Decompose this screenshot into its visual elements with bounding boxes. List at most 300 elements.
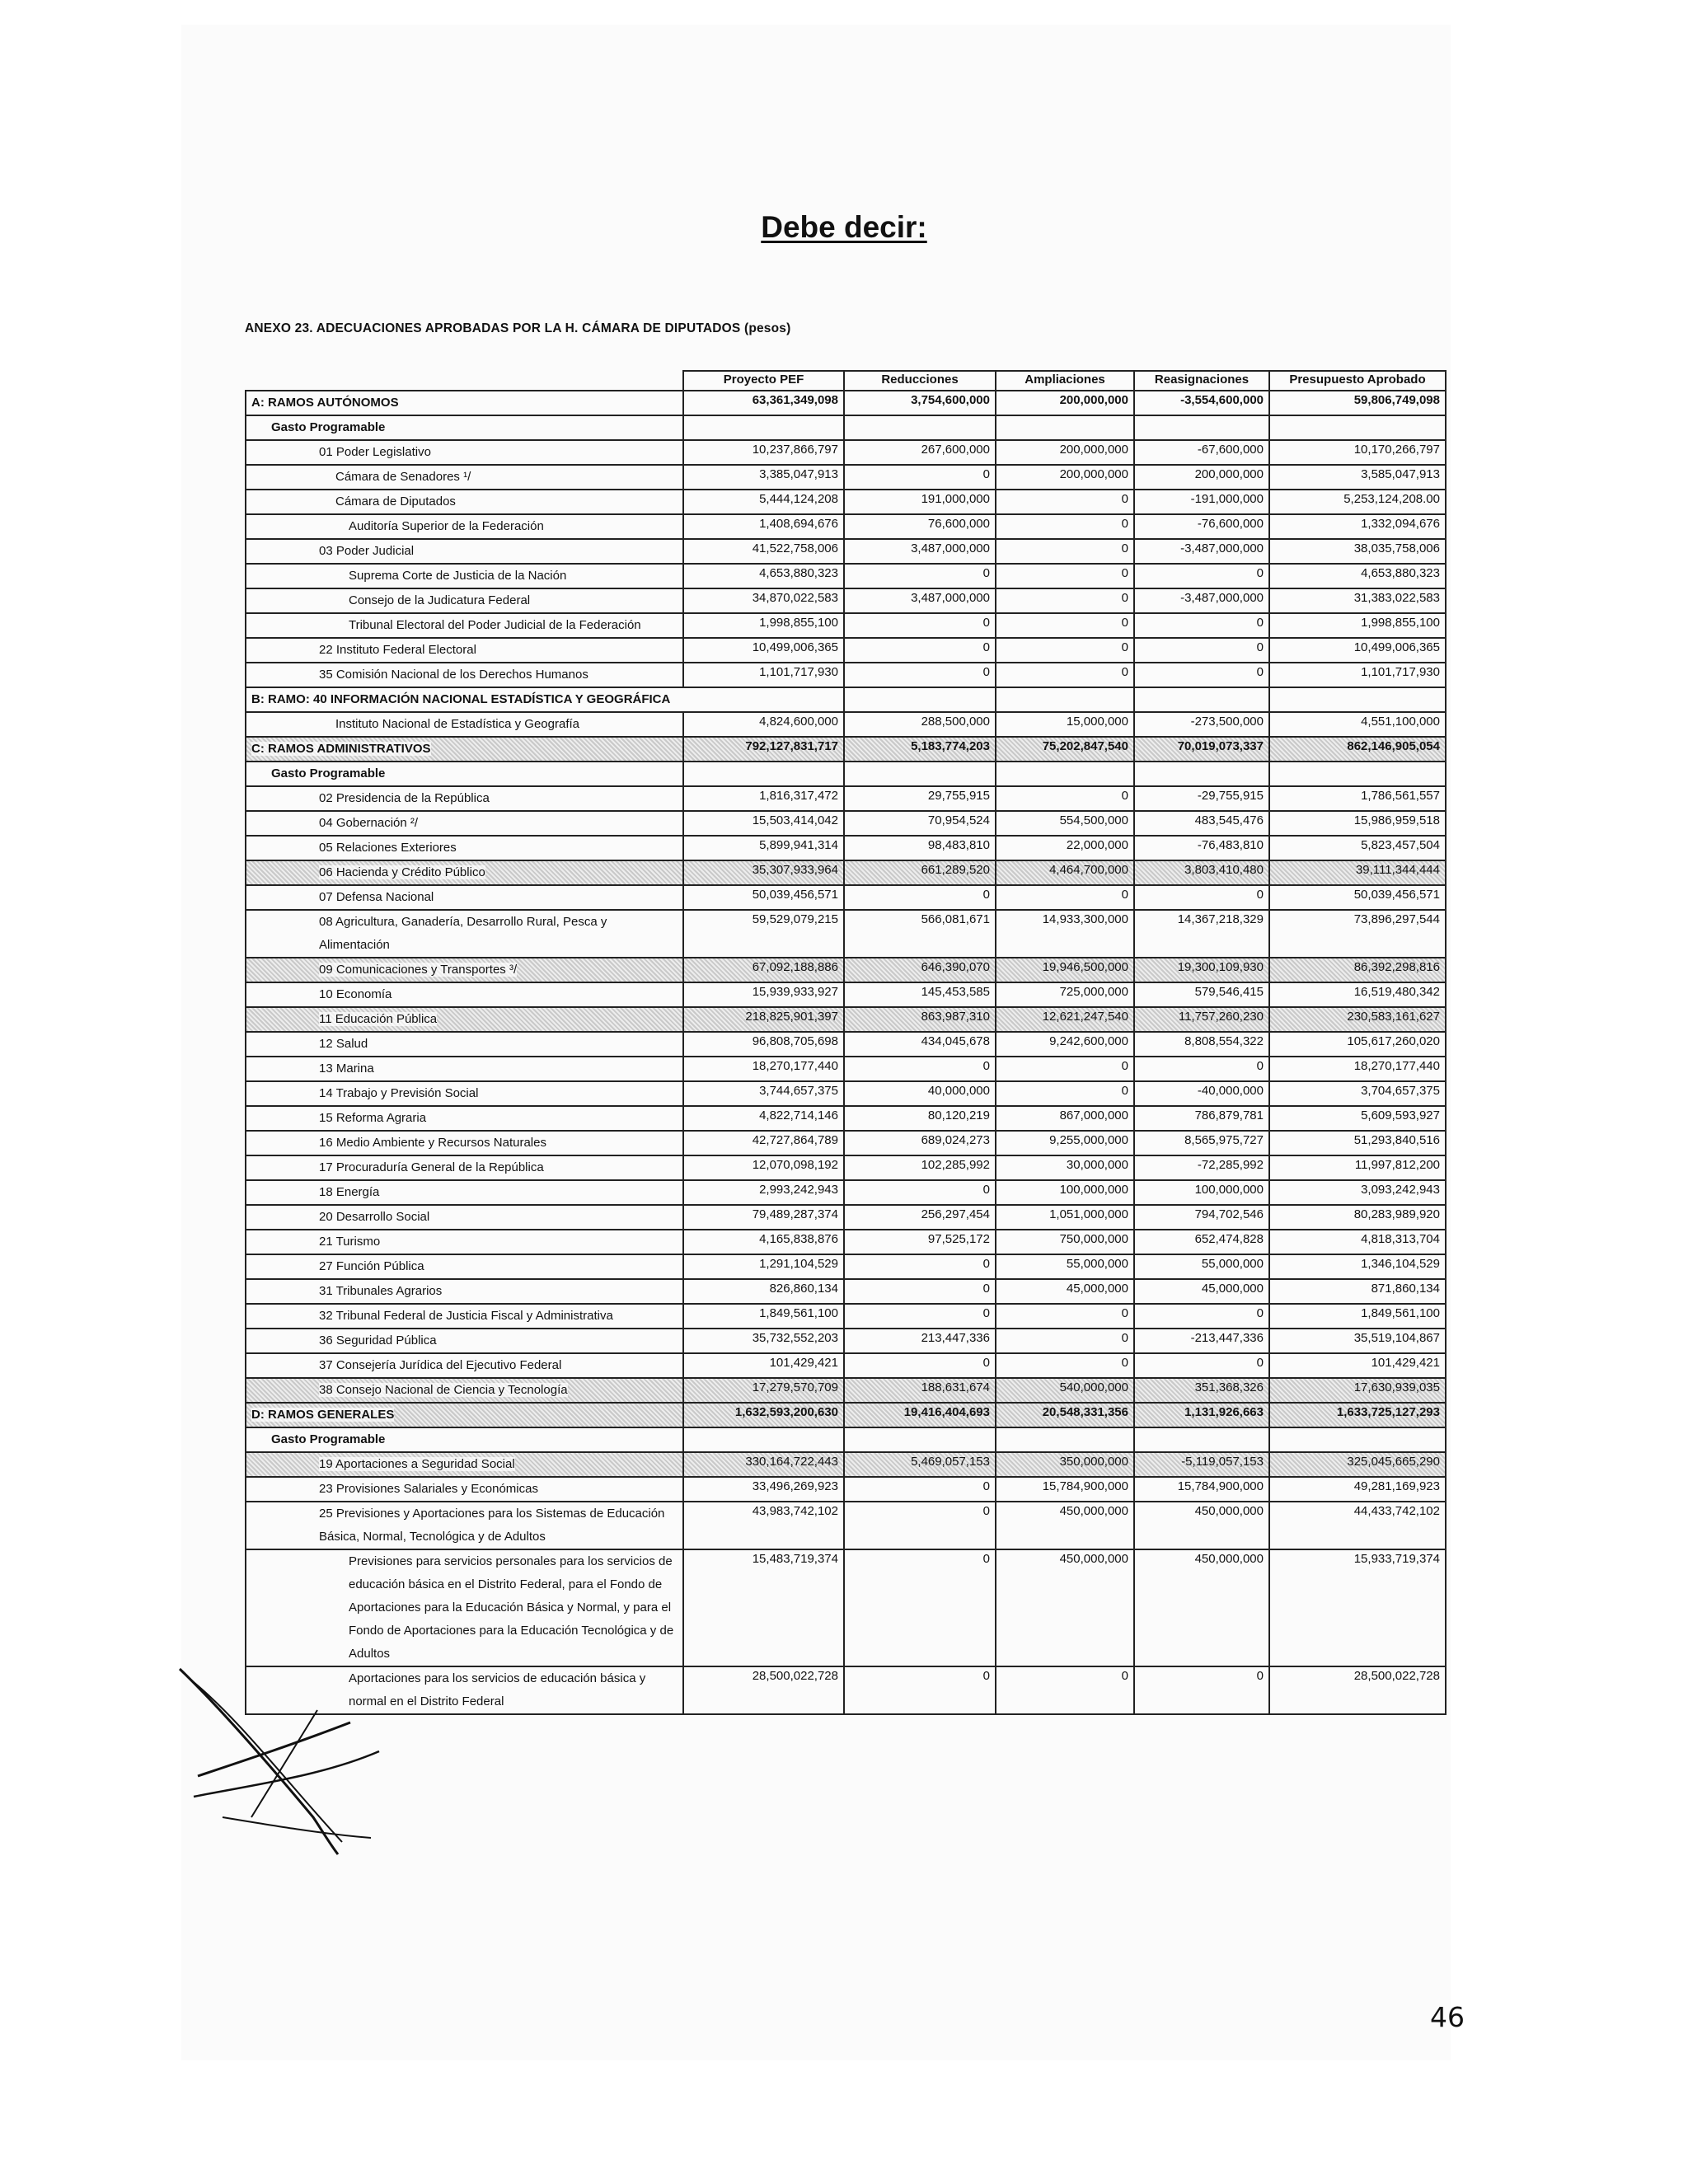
value-cell: -3,487,000,000 [1134,588,1269,613]
value-cell: 86,392,298,816 [1269,958,1446,982]
row-label [246,1403,683,1427]
value-cell: 1,849,561,100 [1269,1304,1446,1329]
row-label: Gasto Programable [246,762,683,786]
table-row [246,1666,1446,1714]
value-cell: 3,585,047,913 [1269,465,1446,490]
value-cell: 12,621,247,540 [996,1007,1134,1032]
value-cell: 31,383,022,583 [1269,588,1446,613]
value-cell: 0 [844,1180,996,1205]
value-cell: 450,000,000 [1134,1502,1269,1549]
value-cell: 0 [1134,885,1269,910]
value-cell: 22,000,000 [996,836,1134,860]
value-cell: 67,092,188,886 [683,958,844,982]
value-cell: 188,631,674 [844,1378,996,1403]
value-cell: 1,101,717,930 [683,663,844,687]
value-cell: 96,808,705,698 [683,1032,844,1057]
row-label: A: RAMOS AUTÓNOMOS [246,391,683,415]
value-cell [844,762,996,786]
value-cell: 579,546,415 [1134,982,1269,1007]
value-cell: 0 [844,1502,996,1549]
row-label: 02 Presidencia de la República [246,786,683,811]
value-cell: 0 [844,1666,996,1714]
value-cell: 1,408,694,676 [683,514,844,539]
value-cell: 540,000,000 [996,1378,1134,1403]
row-label: Consejo de la Judicatura Federal [246,588,683,613]
table-row [246,885,1446,910]
column-header: Reasignaciones [1134,371,1269,391]
row-label-text: 09 Comunicaciones y Transportes ³/ [319,963,518,977]
value-cell: 750,000,000 [996,1230,1134,1254]
value-cell: 145,453,585 [844,982,996,1007]
value-cell: 0 [1134,1304,1269,1329]
value-cell: 18,270,177,440 [1269,1057,1446,1081]
value-cell: 17,630,939,035 [1269,1378,1446,1403]
table-row [246,490,1446,514]
value-cell: 4,653,880,323 [1269,564,1446,588]
value-cell: -3,554,600,000 [1134,391,1269,415]
row-label [246,958,683,982]
row-label: 21 Turismo [246,1230,683,1254]
value-cell: 0 [996,588,1134,613]
row-label: 05 Relaciones Exteriores [246,836,683,860]
value-cell: 267,600,000 [844,440,996,465]
value-cell: 10,499,006,365 [1269,638,1446,663]
value-cell: 325,045,665,290 [1269,1452,1446,1477]
row-label: 27 Función Pública [246,1254,683,1279]
value-cell: 5,444,124,208 [683,490,844,514]
value-cell: 45,000,000 [1134,1279,1269,1304]
value-cell: 0 [996,638,1134,663]
value-cell: 0 [1134,638,1269,663]
row-label: Suprema Corte de Justicia de la Nación [246,564,683,588]
value-cell: 101,429,421 [1269,1353,1446,1378]
value-cell: 100,000,000 [996,1180,1134,1205]
value-cell: 256,297,454 [844,1205,996,1230]
value-cell: 434,045,678 [844,1032,996,1057]
value-cell: 1,786,561,557 [1269,786,1446,811]
table-row [246,1205,1446,1230]
value-cell: 218,825,901,397 [683,1007,844,1032]
value-cell: 1,998,855,100 [1269,613,1446,638]
value-cell: 38,035,758,006 [1269,539,1446,564]
table-row [246,663,1446,687]
value-cell: 79,489,287,374 [683,1205,844,1230]
value-cell: 1,101,717,930 [1269,663,1446,687]
row-label: Gasto Programable [246,1427,683,1452]
value-cell: 75,202,847,540 [996,737,1134,762]
value-cell: 2,993,242,943 [683,1180,844,1205]
value-cell: 28,500,022,728 [1269,1666,1446,1714]
value-cell: 15,000,000 [996,712,1134,737]
value-cell: 351,368,326 [1134,1378,1269,1403]
value-cell: 15,933,719,374 [1269,1549,1446,1666]
value-cell [1134,687,1269,712]
table-row [246,910,1446,958]
table-row [246,391,1446,415]
value-cell: 45,000,000 [996,1279,1134,1304]
column-header: Presupuesto Aprobado [1269,371,1446,391]
value-cell: 3,487,000,000 [844,588,996,613]
table-row [246,1007,1446,1032]
row-label: 17 Procuraduría General de la República [246,1155,683,1180]
value-cell: 1,849,561,100 [683,1304,844,1329]
value-cell: 0 [844,885,996,910]
value-cell: 0 [996,1081,1134,1106]
table-row [246,1155,1446,1180]
value-cell: 450,000,000 [996,1502,1134,1549]
row-label [246,860,683,885]
value-cell: 14,933,300,000 [996,910,1134,958]
value-cell [1134,762,1269,786]
value-cell: 15,986,959,518 [1269,811,1446,836]
row-label: 23 Provisiones Salariales y Económicas [246,1477,683,1502]
value-cell: 3,744,657,375 [683,1081,844,1106]
value-cell: 19,946,500,000 [996,958,1134,982]
value-cell: -67,600,000 [1134,440,1269,465]
row-label-text: C: RAMOS ADMINISTRATIVOS [251,742,431,756]
value-cell: 97,525,172 [844,1230,996,1254]
row-label: Auditoría Superior de la Federación [246,514,683,539]
value-cell: 5,609,593,927 [1269,1106,1446,1131]
row-label: Aportaciones para los servicios de educación básica y normal en el Distrito Federal [246,1666,683,1714]
value-cell: 1,291,104,529 [683,1254,844,1279]
value-cell: 50,039,456,571 [683,885,844,910]
table-row [246,982,1446,1007]
table-row [246,1329,1446,1353]
value-cell: -273,500,000 [1134,712,1269,737]
value-cell: 0 [844,663,996,687]
row-label-text: 19 Aportaciones a Seguridad Social [319,1457,515,1471]
value-cell: 35,519,104,867 [1269,1329,1446,1353]
value-cell: 1,346,104,529 [1269,1254,1446,1279]
value-cell: 5,899,941,314 [683,836,844,860]
value-cell: 483,545,476 [1134,811,1269,836]
table-row [246,1304,1446,1329]
value-cell: 33,496,269,923 [683,1477,844,1502]
table-row [246,811,1446,836]
value-cell: 0 [996,663,1134,687]
value-cell [996,762,1134,786]
table-row [246,786,1446,811]
value-cell [683,415,844,440]
value-cell: 288,500,000 [844,712,996,737]
value-cell: 5,183,774,203 [844,737,996,762]
row-label: Tribunal Electoral del Poder Judicial de la Federación [246,613,683,638]
value-cell: 4,824,600,000 [683,712,844,737]
value-cell: 0 [996,1353,1134,1378]
value-cell: 0 [1134,613,1269,638]
row-label: 25 Previsiones y Aportaciones para los Sistemas de Educación Básica, Normal, Tecnológica y de Adultos [246,1502,683,1549]
row-label [246,1452,683,1477]
value-cell [1134,1427,1269,1452]
signature [173,1661,387,1858]
row-label: 31 Tribunales Agrarios [246,1279,683,1304]
value-cell: 11,757,260,230 [1134,1007,1269,1032]
value-cell: 862,146,905,054 [1269,737,1446,762]
table-row [246,539,1446,564]
table-row [246,1032,1446,1057]
value-cell: 871,860,134 [1269,1279,1446,1304]
table-row [246,613,1446,638]
value-cell: 30,000,000 [996,1155,1134,1180]
value-cell: 0 [844,564,996,588]
value-cell: 15,784,900,000 [996,1477,1134,1502]
value-cell: 689,024,273 [844,1131,996,1155]
row-label [246,1007,683,1032]
value-cell: -29,755,915 [1134,786,1269,811]
table-row [246,564,1446,588]
value-cell: 17,279,570,709 [683,1378,844,1403]
value-cell: 49,281,169,923 [1269,1477,1446,1502]
value-cell: 0 [1134,663,1269,687]
row-label: 12 Salud [246,1032,683,1057]
value-cell [844,687,996,712]
value-cell: 5,469,057,153 [844,1452,996,1477]
value-cell [1134,415,1269,440]
value-cell: 725,000,000 [996,982,1134,1007]
value-cell: 4,551,100,000 [1269,712,1446,737]
row-label: Cámara de Senadores ¹/ [246,465,683,490]
table-row [246,1081,1446,1106]
row-label: 18 Energía [246,1180,683,1205]
value-cell: -76,600,000 [1134,514,1269,539]
table-row [246,958,1446,982]
value-cell: 200,000,000 [996,391,1134,415]
value-cell: 330,164,722,443 [683,1452,844,1477]
value-cell: 11,997,812,200 [1269,1155,1446,1180]
value-cell: 10,499,006,365 [683,638,844,663]
value-cell: 12,070,098,192 [683,1155,844,1180]
row-label: 32 Tribunal Federal de Justicia Fiscal y Administrativa [246,1304,683,1329]
value-cell: 5,253,124,208.00 [1269,490,1446,514]
value-cell: 73,896,297,544 [1269,910,1446,958]
value-cell: 0 [996,885,1134,910]
row-label: Cámara de Diputados [246,490,683,514]
value-cell: 0 [996,1666,1134,1714]
value-cell: 3,487,000,000 [844,539,996,564]
table-row [246,1180,1446,1205]
value-cell: 0 [996,1304,1134,1329]
value-cell: 200,000,000 [996,465,1134,490]
value-cell [996,415,1134,440]
table-row [246,638,1446,663]
value-cell: 14,367,218,329 [1134,910,1269,958]
value-cell: 29,755,915 [844,786,996,811]
row-label-text: 06 Hacienda y Crédito Público [319,865,485,879]
value-cell: 863,987,310 [844,1007,996,1032]
value-cell: 0 [1134,1057,1269,1081]
table-row [246,1403,1446,1427]
row-label-text: 38 Consejo Nacional de Ciencia y Tecnología [319,1383,568,1397]
value-cell: 794,702,546 [1134,1205,1269,1230]
row-label: 37 Consejería Jurídica del Ejecutivo Federal [246,1353,683,1378]
value-cell: 200,000,000 [1134,465,1269,490]
row-label-text: 11 Educación Pública [319,1012,438,1026]
row-label: 35 Comisión Nacional de los Derechos Humanos [246,663,683,687]
value-cell: 826,860,134 [683,1279,844,1304]
row-label: 13 Marina [246,1057,683,1081]
column-header: Reducciones [844,371,996,391]
value-cell: 0 [996,1329,1134,1353]
value-cell: 0 [844,1549,996,1666]
value-cell: 0 [844,1254,996,1279]
value-cell: 0 [996,539,1134,564]
value-cell: 98,483,810 [844,836,996,860]
table-row [246,687,1446,712]
table-row [246,860,1446,885]
value-cell: 0 [996,1057,1134,1081]
value-cell: 0 [844,1279,996,1304]
table-row [246,1057,1446,1081]
value-cell: 19,416,404,693 [844,1403,996,1427]
row-label: 03 Poder Judicial [246,539,683,564]
value-cell: 4,165,838,876 [683,1230,844,1254]
value-cell: -5,119,057,153 [1134,1452,1269,1477]
table-row [246,836,1446,860]
value-cell: 0 [996,564,1134,588]
row-label: 22 Instituto Federal Electoral [246,638,683,663]
table-row [246,1378,1446,1403]
row-label [246,1378,683,1403]
row-label: 10 Economía [246,982,683,1007]
value-cell: 80,120,219 [844,1106,996,1131]
value-cell: 1,816,317,472 [683,786,844,811]
value-cell: 20,548,331,356 [996,1403,1134,1427]
value-cell: 80,283,989,920 [1269,1205,1446,1230]
value-cell: 4,818,313,704 [1269,1230,1446,1254]
page-heading: Debe decir: [761,210,927,244]
value-cell: 15,483,719,374 [683,1549,844,1666]
value-cell [1269,415,1446,440]
budget-table [245,370,1447,1715]
table-row [246,762,1446,786]
value-cell: 4,653,880,323 [683,564,844,588]
value-cell: 200,000,000 [996,440,1134,465]
value-cell: 18,270,177,440 [683,1057,844,1081]
value-cell: 50,039,456,571 [1269,885,1446,910]
value-cell: 0 [844,465,996,490]
value-cell: -76,483,810 [1134,836,1269,860]
value-cell: 0 [996,786,1134,811]
value-cell: 76,600,000 [844,514,996,539]
table-row [246,1477,1446,1502]
value-cell [683,1427,844,1452]
value-cell: 1,131,926,663 [1134,1403,1269,1427]
value-cell: 0 [996,514,1134,539]
value-cell: 230,583,161,627 [1269,1007,1446,1032]
value-cell [996,687,1134,712]
value-cell: 3,754,600,000 [844,391,996,415]
table-row [246,465,1446,490]
value-cell: 70,954,524 [844,811,996,836]
column-header: Proyecto PEF [683,371,844,391]
table-header-row [246,371,1446,391]
value-cell: 16,519,480,342 [1269,982,1446,1007]
value-cell: -191,000,000 [1134,490,1269,514]
row-label: Previsiones para servicios personales para los servicios de educación básica en el Distrito Federal, para el Fondo de Aportaciones para la Educación Básica y Normal, y para el Fondo de Aportaciones para la Educación Tecnológica y de Adultos [246,1549,683,1666]
value-cell [996,1427,1134,1452]
value-cell [844,415,996,440]
value-cell: 101,429,421 [683,1353,844,1378]
value-cell [683,762,844,786]
value-cell: 4,464,700,000 [996,860,1134,885]
table-row [246,1452,1446,1477]
value-cell: 19,300,109,930 [1134,958,1269,982]
value-cell: 8,565,975,727 [1134,1131,1269,1155]
value-cell: 35,307,933,964 [683,860,844,885]
table-row [246,1502,1446,1549]
value-cell: 5,823,457,504 [1269,836,1446,860]
table-row [246,1427,1446,1452]
value-cell: 9,255,000,000 [996,1131,1134,1155]
value-cell: 3,803,410,480 [1134,860,1269,885]
row-label: 16 Medio Ambiente y Recursos Naturales [246,1131,683,1155]
value-cell: 1,998,855,100 [683,613,844,638]
value-cell: 59,529,079,215 [683,910,844,958]
value-cell: 41,522,758,006 [683,539,844,564]
table-row [246,440,1446,465]
table-row [246,1106,1446,1131]
value-cell: 102,285,992 [844,1155,996,1180]
value-cell: 59,806,749,098 [1269,391,1446,415]
header-corner [246,371,683,391]
value-cell: 0 [1134,564,1269,588]
value-cell: 35,732,552,203 [683,1329,844,1353]
value-cell: 1,051,000,000 [996,1205,1134,1230]
value-cell [1269,687,1446,712]
value-cell: 28,500,022,728 [683,1666,844,1714]
table-row [246,415,1446,440]
row-label [246,737,683,762]
value-cell: 3,093,242,943 [1269,1180,1446,1205]
value-cell: 70,019,073,337 [1134,737,1269,762]
row-label: 20 Desarrollo Social [246,1205,683,1230]
value-cell: -3,487,000,000 [1134,539,1269,564]
value-cell [1269,762,1446,786]
value-cell: 39,111,344,444 [1269,860,1446,885]
value-cell: 213,447,336 [844,1329,996,1353]
value-cell: 0 [844,638,996,663]
value-cell: 15,784,900,000 [1134,1477,1269,1502]
row-label: Gasto Programable [246,415,683,440]
value-cell: 15,939,933,927 [683,982,844,1007]
value-cell: 450,000,000 [1134,1549,1269,1666]
value-cell: 42,727,864,789 [683,1131,844,1155]
table-row [246,1549,1446,1666]
table-row [246,1131,1446,1155]
value-cell: 786,879,781 [1134,1106,1269,1131]
value-cell: 652,474,828 [1134,1230,1269,1254]
value-cell: 55,000,000 [1134,1254,1269,1279]
row-label: B: RAMO: 40 INFORMACIÓN NACIONAL ESTADÍSTICA Y GEOGRÁFICA [246,687,844,712]
row-label: 15 Reforma Agraria [246,1106,683,1131]
value-cell: 55,000,000 [996,1254,1134,1279]
row-label: 07 Defensa Nacional [246,885,683,910]
value-cell: -40,000,000 [1134,1081,1269,1106]
value-cell: 100,000,000 [1134,1180,1269,1205]
value-cell: 0 [1134,1666,1269,1714]
value-cell: 44,433,742,102 [1269,1502,1446,1549]
value-cell: 40,000,000 [844,1081,996,1106]
value-cell: 3,385,047,913 [683,465,844,490]
value-cell: 43,983,742,102 [683,1502,844,1549]
table-row [246,1230,1446,1254]
value-cell: 0 [844,1057,996,1081]
value-cell: 1,332,094,676 [1269,514,1446,539]
value-cell: 646,390,070 [844,958,996,982]
value-cell: 350,000,000 [996,1452,1134,1477]
value-cell: 0 [996,613,1134,638]
